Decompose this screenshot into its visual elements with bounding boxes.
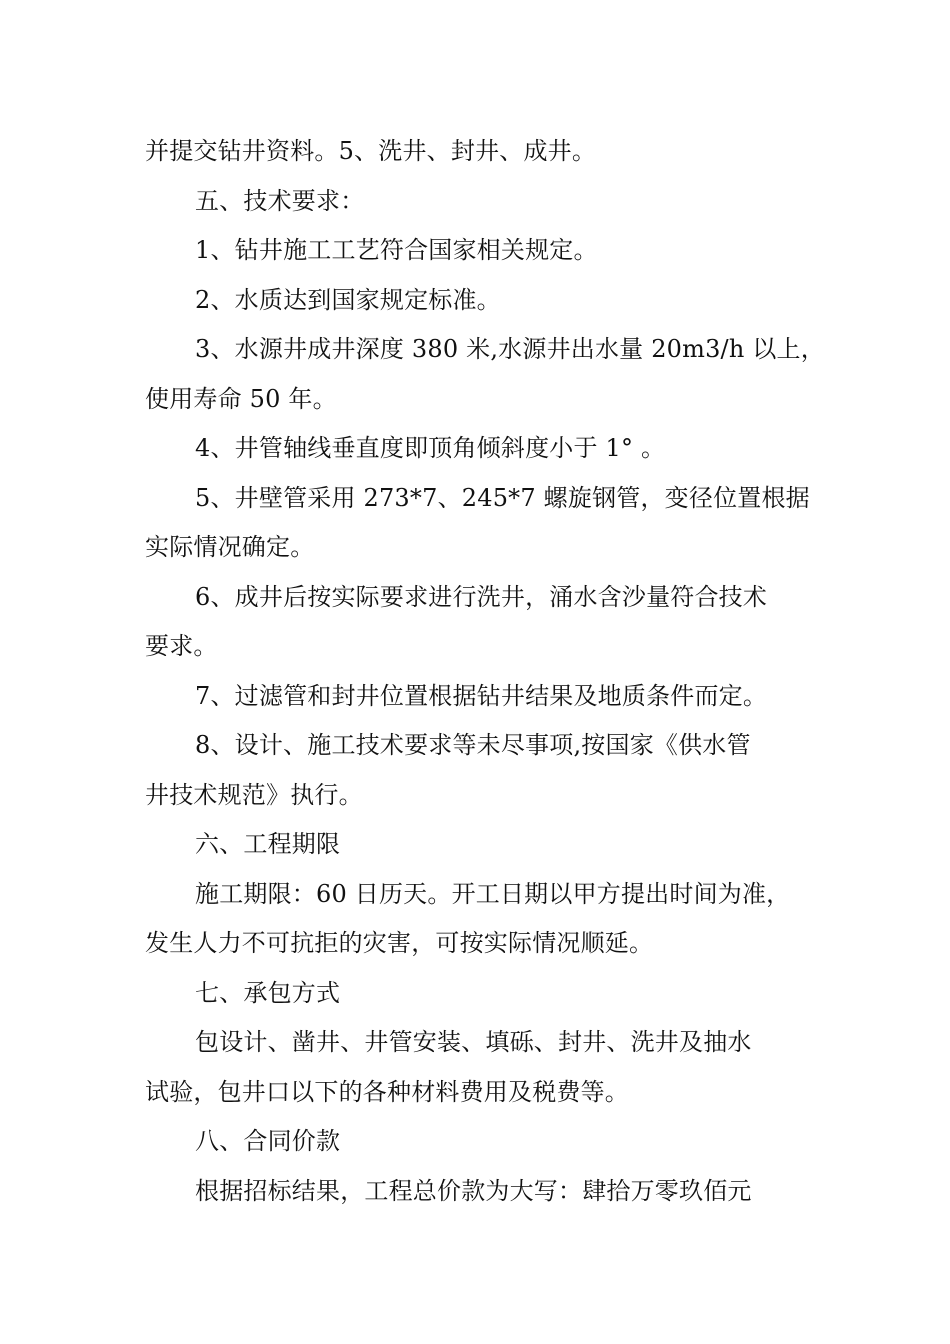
text-line: 要求。 [145,632,218,660]
text-line: 实际情况确定。 [145,533,315,561]
text-line: 井技术规范》执行。 [145,781,363,809]
text-line: 5、井壁管采用 273*7、245*7 螺旋钢管，变径位置根据 [195,484,810,512]
text-line: 并提交钻井资料。5、洗井、封井、成井。 [145,137,597,165]
text-line: 包设计、凿井、井管安装、填砾、封井、洗井及抽水 [195,1028,752,1056]
text-line: 1、钻井施工工艺符合国家相关规定。 [195,236,598,264]
section-heading-technical: 五、技术要求： [195,187,365,215]
text-line: 4、井管轴线垂直度即顶角倾斜度小于 1° 。 [195,434,666,462]
text-line: 6、成井后按实际要求进行洗井，涌水含沙量符合技术 [195,583,768,611]
text-line: 7、过滤管和封井位置根据钻井结果及地质条件而定。 [195,682,768,710]
text-line: 使用寿命 50 年。 [145,385,337,413]
text-line: 发生人力不可抗拒的灾害，可按实际情况顺延。 [145,929,654,957]
text-line: 根据招标结果，工程总价款为大写：肆拾万零玖佰元 [195,1177,752,1205]
text-line: 3、水源井成井深度 380 米,水源井出水量 20m3/h 以上， [195,335,825,363]
text-line: 施工期限：60 日历天。开工日期以甲方提出时间为准， [195,880,791,908]
section-heading-contracting: 七、承包方式 [195,979,341,1007]
text-line: 2、水质达到国家规定标准。 [195,286,501,314]
section-heading-price: 八、合同价款 [195,1127,341,1155]
text-line: 试验，包井口以下的各种材料费用及税费等。 [145,1078,629,1106]
text-line: 8、设计、施工技术要求等未尽事项,按国家《供水管 [195,731,751,759]
section-heading-period: 六、工程期限 [195,830,341,858]
